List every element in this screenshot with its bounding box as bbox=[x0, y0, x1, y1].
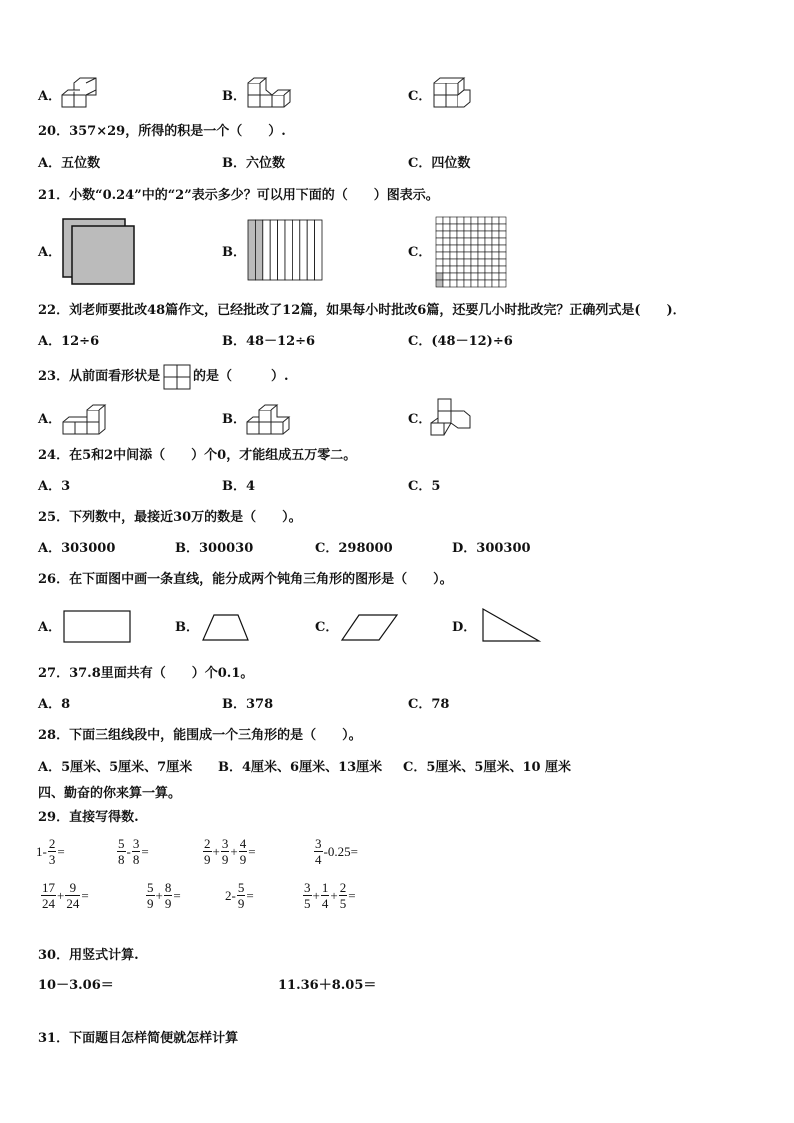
q26-option-c-parallelogram-figure bbox=[341, 614, 399, 642]
grid-cell bbox=[443, 238, 450, 245]
grid-cell bbox=[471, 217, 478, 224]
q21-option-c-hundredths-grid-figure bbox=[435, 216, 507, 288]
grid-cell bbox=[457, 273, 464, 280]
grid-cell bbox=[478, 238, 485, 245]
q26-stem: 26．在下面图中画一条直线，能分成两个钝角三角形的图形是（ ）。 bbox=[38, 572, 453, 587]
q24-option-b[interactable]: B．4 bbox=[222, 479, 256, 494]
grid-cell bbox=[457, 231, 464, 238]
grid-cell bbox=[499, 224, 506, 231]
q29-expression-7: 2- $\frac{5}{9}$ = bbox=[225, 880, 254, 911]
q28-option-c[interactable]: C．5厘米、5厘米、10 厘米 bbox=[403, 760, 572, 775]
grid-cell bbox=[450, 252, 457, 259]
q30-stem: 30．用竖式计算. bbox=[38, 948, 139, 963]
grid-cell bbox=[485, 238, 492, 245]
q28-option-a[interactable]: A．5厘米、5厘米、7厘米 bbox=[38, 760, 193, 775]
q20-stem: 20．357×29，所得的积是一个（ ）. bbox=[38, 124, 286, 139]
q19-option-b[interactable]: B． bbox=[222, 89, 246, 104]
grid-cell bbox=[464, 259, 471, 266]
grid-cell bbox=[492, 238, 499, 245]
grid-cell bbox=[471, 245, 478, 252]
grid-cell bbox=[471, 231, 478, 238]
grid-cell bbox=[457, 266, 464, 273]
q26-option-c[interactable]: C． bbox=[315, 620, 339, 635]
grid-cell bbox=[492, 266, 499, 273]
q24-option-a[interactable]: A．3 bbox=[38, 479, 71, 494]
grid-cell bbox=[485, 259, 492, 266]
q19-option-a[interactable]: A． bbox=[38, 89, 62, 104]
q19-option-a-cubes-figure bbox=[60, 80, 100, 112]
grid-cell bbox=[443, 273, 450, 280]
q23-option-a[interactable]: A． bbox=[38, 412, 62, 427]
q25-stem: 25．下列数中，最接近30万的数是（ ）。 bbox=[38, 510, 302, 525]
grid-cell bbox=[499, 245, 506, 252]
q29-expression-3: $\frac{2}{9}$ + $\frac{3}{9}$ + $\frac{4}{9}$ = bbox=[204, 836, 256, 867]
tenths-strip bbox=[248, 220, 255, 280]
grid-cell bbox=[464, 252, 471, 259]
grid-cell bbox=[450, 259, 457, 266]
grid-cell bbox=[457, 217, 464, 224]
grid-cell bbox=[443, 259, 450, 266]
q27-option-b[interactable]: B．378 bbox=[222, 697, 274, 712]
grid-cell bbox=[478, 245, 485, 252]
grid-cell bbox=[450, 280, 457, 287]
grid-cell bbox=[464, 231, 471, 238]
q29-expression-5: $\frac{17}{24}$ + $\frac{9}{24}$ = bbox=[42, 880, 89, 911]
section-4-title: 四、勤奋的你来算一算。 bbox=[38, 786, 182, 801]
grid-cell bbox=[450, 231, 457, 238]
tenths-strip bbox=[285, 220, 292, 280]
grid-cell bbox=[443, 224, 450, 231]
q23-front-view-shape-figure bbox=[163, 364, 193, 392]
grid-cell bbox=[499, 252, 506, 259]
grid-cell bbox=[464, 280, 471, 287]
grid-cell bbox=[436, 217, 443, 224]
grid-cell bbox=[436, 252, 443, 259]
grid-cell bbox=[492, 224, 499, 231]
grid-cell bbox=[499, 266, 506, 273]
grid-cell bbox=[478, 273, 485, 280]
q23-option-c-cubes-figure bbox=[430, 398, 474, 438]
q30-expression-2: 11.36＋8.05＝ bbox=[278, 978, 377, 993]
q20-option-b[interactable]: B．六位数 bbox=[222, 156, 285, 171]
q26-option-a-rectangle-figure bbox=[63, 610, 131, 644]
q19-option-b-cubes-figure bbox=[246, 80, 290, 112]
q22-option-b[interactable]: B．48－12÷6 bbox=[222, 334, 316, 349]
q29-expression-6: $\frac{5}{9}$ + $\frac{8}{9}$ = bbox=[147, 880, 181, 911]
grid-cell bbox=[436, 266, 443, 273]
q29-expression-2: $\frac{5}{8}$ - $\frac{3}{8}$ = bbox=[118, 836, 149, 867]
grid-cell bbox=[450, 245, 457, 252]
q19-option-c[interactable]: C． bbox=[408, 89, 432, 104]
q28-option-b[interactable]: B．4厘米、6厘米、13厘米 bbox=[218, 760, 383, 775]
grid-cell bbox=[471, 224, 478, 231]
grid-cell bbox=[443, 245, 450, 252]
q23-option-b-cubes-figure bbox=[246, 402, 296, 436]
grid-cell bbox=[471, 266, 478, 273]
q26-option-a[interactable]: A． bbox=[38, 620, 62, 635]
q26-option-d[interactable]: D． bbox=[452, 620, 477, 635]
grid-cell bbox=[450, 238, 457, 245]
q22-option-a[interactable]: A．12÷6 bbox=[38, 334, 100, 349]
q23-stem-part1: 23．从前面看形状是 bbox=[38, 369, 161, 384]
grid-cell bbox=[464, 224, 471, 231]
grid-cell bbox=[457, 238, 464, 245]
q21-option-b-tenths-figure bbox=[247, 219, 323, 281]
q21-option-c[interactable]: C． bbox=[408, 245, 432, 260]
grid-cell bbox=[471, 259, 478, 266]
q29-stem: 29．直接写得数. bbox=[38, 810, 139, 825]
q21-option-a-squares-figure bbox=[62, 218, 137, 280]
grid-cell bbox=[464, 266, 471, 273]
q21-stem: 21．小数“0.24”中的“2”表示多少？可以用下面的（ ）图表示。 bbox=[38, 188, 439, 203]
grid-cell bbox=[450, 273, 457, 280]
q27-stem: 27．37.8里面共有（ ）个0.1。 bbox=[38, 666, 254, 681]
q29-expression-8: $\frac{3}{5}$ + $\frac{1}{4}$ + $\frac{2}{5}$ = bbox=[304, 880, 356, 911]
grid-cell bbox=[443, 252, 450, 259]
tenths-strip bbox=[315, 220, 322, 280]
q20-option-a[interactable]: A．五位数 bbox=[38, 156, 101, 171]
grid-cell bbox=[485, 231, 492, 238]
grid-cell bbox=[499, 273, 506, 280]
q29-expression-4: $\frac{3}{4}$ -0.25= bbox=[315, 836, 358, 867]
grid-cell bbox=[443, 231, 450, 238]
grid-cell bbox=[464, 217, 471, 224]
grid-cell bbox=[499, 231, 506, 238]
grid-cell bbox=[464, 238, 471, 245]
q25-option-b[interactable]: B．300030 bbox=[175, 541, 254, 556]
tenths-strip bbox=[255, 220, 262, 280]
grid-cell bbox=[492, 259, 499, 266]
q25-option-c[interactable]: C．298000 bbox=[315, 541, 393, 556]
grid-cell bbox=[471, 280, 478, 287]
q26-option-d-triangle-figure bbox=[482, 608, 542, 644]
grid-cell bbox=[471, 238, 478, 245]
grid-cell bbox=[485, 280, 492, 287]
tenths-strip bbox=[270, 220, 277, 280]
grid-cell bbox=[457, 280, 464, 287]
q19-option-c-cubes-figure bbox=[432, 80, 472, 112]
grid-cell bbox=[492, 252, 499, 259]
grid-cell bbox=[436, 259, 443, 266]
grid-cell bbox=[478, 259, 485, 266]
q22-option-c[interactable]: C．(48－12)÷6 bbox=[408, 334, 513, 349]
grid-cell bbox=[499, 217, 506, 224]
grid-cell bbox=[478, 224, 485, 231]
q27-option-c[interactable]: C．78 bbox=[408, 697, 450, 712]
grid-cell bbox=[485, 245, 492, 252]
grid-cell bbox=[457, 224, 464, 231]
q25-option-d[interactable]: D．300300 bbox=[452, 541, 531, 556]
q21-option-b[interactable]: B． bbox=[222, 245, 246, 260]
q23-option-c[interactable]: C． bbox=[408, 412, 432, 427]
grid-cell bbox=[499, 238, 506, 245]
q23-option-b[interactable]: B． bbox=[222, 412, 246, 427]
grid-cell bbox=[450, 266, 457, 273]
grid-cell bbox=[478, 266, 485, 273]
tenths-strip bbox=[278, 220, 285, 280]
q27-option-a[interactable]: A．8 bbox=[38, 697, 71, 712]
grid-cell bbox=[443, 280, 450, 287]
grid-cell bbox=[499, 259, 506, 266]
grid-cell bbox=[443, 266, 450, 273]
grid-cell bbox=[436, 273, 443, 280]
grid-cell bbox=[485, 217, 492, 224]
grid-cell bbox=[478, 217, 485, 224]
grid-cell bbox=[492, 273, 499, 280]
grid-cell bbox=[485, 224, 492, 231]
grid-cell bbox=[450, 217, 457, 224]
q26-option-b-trapezoid-figure bbox=[202, 614, 250, 642]
grid-cell bbox=[471, 252, 478, 259]
grid-cell bbox=[464, 245, 471, 252]
grid-cell bbox=[485, 266, 492, 273]
grid-cell bbox=[492, 245, 499, 252]
grid-cell bbox=[436, 280, 443, 287]
grid-cell bbox=[457, 252, 464, 259]
grid-cell bbox=[450, 224, 457, 231]
grid-cell bbox=[436, 238, 443, 245]
grid-cell bbox=[464, 273, 471, 280]
q21-option-a[interactable]: A． bbox=[38, 245, 62, 260]
q24-stem: 24．在5和2中间添（ ）个0，才能组成五万零二。 bbox=[38, 448, 357, 463]
q23-option-a-cubes-figure bbox=[62, 402, 112, 436]
grid-cell bbox=[457, 259, 464, 266]
grid-cell bbox=[436, 224, 443, 231]
grid-cell bbox=[485, 252, 492, 259]
q20-option-c[interactable]: C．四位数 bbox=[408, 156, 471, 171]
grid-cell bbox=[443, 217, 450, 224]
q31-stem: 31．下面题目怎样简便就怎样计算 bbox=[38, 1031, 239, 1046]
tenths-strip bbox=[307, 220, 314, 280]
q23-stem-part2: 的是（ ）. bbox=[193, 369, 289, 384]
q22-stem: 22．刘老师要批改48篇作文，已经批改了12篇，如果每小时批改6篇，还要几小时批改完？正确列式是( )． bbox=[38, 303, 686, 318]
grid-cell bbox=[492, 280, 499, 287]
q26-option-b[interactable]: B． bbox=[175, 620, 199, 635]
q24-option-c[interactable]: C．5 bbox=[408, 479, 441, 494]
grid-cell bbox=[478, 252, 485, 259]
grid-cell bbox=[492, 231, 499, 238]
tenths-strip bbox=[263, 220, 270, 280]
q25-option-a[interactable]: A．303000 bbox=[38, 541, 116, 556]
tenths-strip bbox=[292, 220, 299, 280]
grid-cell bbox=[436, 231, 443, 238]
grid-cell bbox=[436, 245, 443, 252]
grid-cell bbox=[478, 280, 485, 287]
q29-expression-1: 1- $\frac{2}{3}$ = bbox=[36, 836, 65, 867]
grid-cell bbox=[485, 273, 492, 280]
grid-cell bbox=[499, 280, 506, 287]
q28-stem: 28．下面三组线段中，能围成一个三角形的是（ ）。 bbox=[38, 728, 362, 743]
grid-cell bbox=[478, 231, 485, 238]
q30-expression-1: 10－3.06＝ bbox=[38, 978, 114, 993]
grid-cell bbox=[471, 273, 478, 280]
grid-cell bbox=[457, 245, 464, 252]
grid-cell bbox=[492, 217, 499, 224]
tenths-strip bbox=[300, 220, 307, 280]
